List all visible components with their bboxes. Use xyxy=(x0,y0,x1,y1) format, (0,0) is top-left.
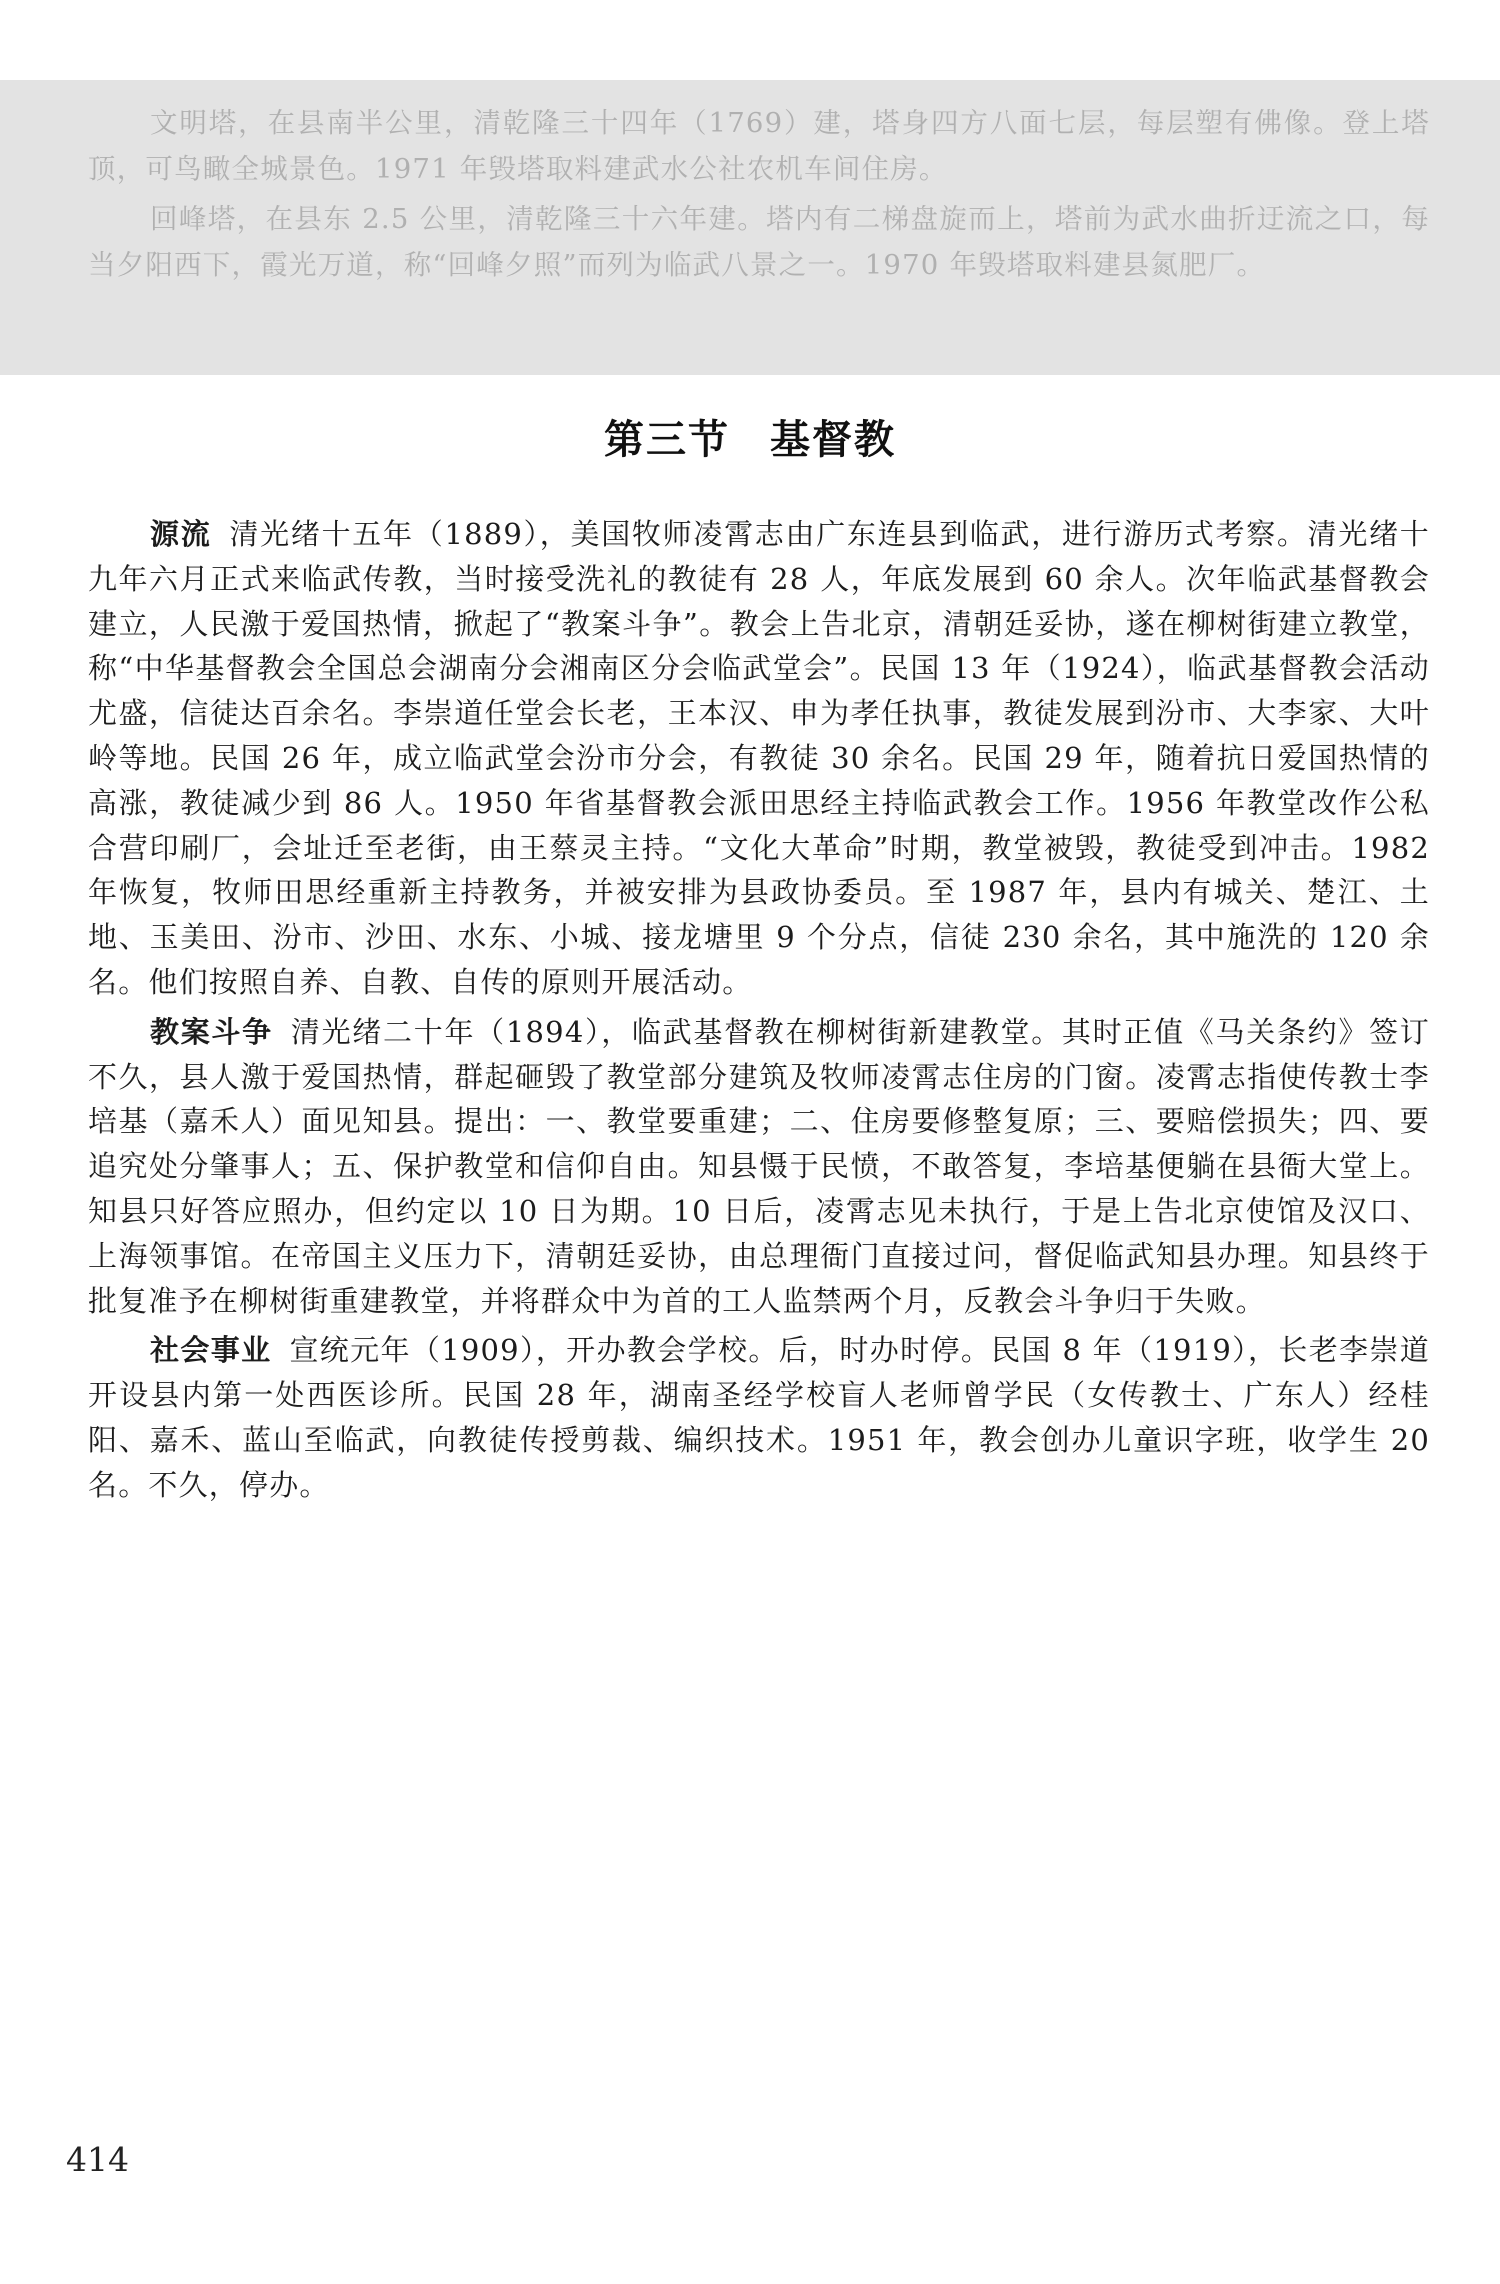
paragraph-lead-social-work: 社会事业 xyxy=(150,1333,272,1368)
paragraph-lead-origins: 源流 xyxy=(150,517,212,551)
section-heading xyxy=(0,408,1500,465)
page-number: 414 xyxy=(66,2140,129,2179)
faded-continuation-block xyxy=(0,80,1500,375)
paragraph-text-origins: 清光绪十五年（1889），美国牧师凌霄志由广东连县到临武，进行游历式考察。清光绪十九年六月正式来临武传教，当时接受洗礼的教徒有 28 人，年底发展到 60 余人。次年临武基督教会建立，人民激于爱国热情，掀起了“教案斗争”。教会上告北京，清朝廷妥协，遂在柳树街建立教堂，称“中华基督教会全国总会湖南分会湘南区分会临武堂会”。民国 13 年（1924），临武基督教会活动尤盛，信徒达百余名。李崇道任堂会长老，王本汉、申为孝任执事，教徒发展到汾市、大李家、大叶岭等地。民国 26 年，成立临武堂会汾市分会，有教徒 30 余名。民国 29 年，随着抗日爱国热情的高涨，教徒减少到 86 人。1950 年省基督教会派田思经主持临武教会工作。1956 年教堂改作公私合营印刷厂，会址迁至老街，由王蔡灵主持。“文化大革命”时期，教堂被毁，教徒受到冲击。1982 年恢复，牧师田思经重新主持教务，并被安排为县政协委员。至 1987 年，县内有城关、楚江、土地、玉美田、汾市、沙田、水东、小城、接龙塘里 9 个分点，信徒 230 余名，其中施洗的 120 余名。他们按照自养、自教、自传的原则开展活动。 xyxy=(88,517,1430,999)
paragraph-text-social-work: 宣统元年（1909），开办教会学校。后，时办时停。民国 8 年（1919），长老李崇道开设县内第一处西医诊所。民国 28 年，湖南圣经学校盲人老师曾学民（女传教士、广东人）经桂阳、嘉禾、蓝山至临武，向教徒传授剪裁、编织技术。1951 年，教会创办儿童识字班，收学生 20 名。不久，停办。 xyxy=(88,1333,1430,1502)
paragraph-text-missionary-case: 清光绪二十年（1894），临武基督教在柳树街新建教堂。其时正值《马关条约》签订不久，县人激于爱国热情，群起砸毁了教堂部分建筑及牧师凌霄志住房的门窗。凌霄志指使传教士李培基（嘉禾人）面见知县。提出：一、教堂要重建；二、住房要修整复原；三、要赔偿损失；四、要追究处分肇事人；五、保护教堂和信仰自由。知县慑于民愤，不敢答复，李培基便躺在县衙大堂上。知县只好答应照办，但约定以 10 日为期。10 日后，凌霄志见未执行，于是上告北京使馆及汉口、上海领事馆。在帝国主义压力下，清朝廷妥协，由总理衙门直接过问，督促临武知县办理。知县终于批复准予在柳树街重建教堂，并将群众中为首的工人监禁两个月，反教会斗争归于失败。 xyxy=(88,1014,1430,1318)
paragraph-missionary-case xyxy=(88,1010,1430,1324)
section-title: 基督教 xyxy=(770,416,896,463)
section-body xyxy=(88,512,1430,1513)
paragraph-lead-missionary-case: 教案斗争 xyxy=(150,1014,273,1049)
faded-paragraph-wenming-tower: 文明塔，在县南半公里，清乾隆三十四年（1769）建，塔身四方八面七层，每层塑有佛像。登上塔顶，可鸟瞰全城景色。1971 年毁塔取料建武水公社农机车间住房。 xyxy=(88,107,1430,185)
section-number: 第三节 xyxy=(604,416,730,463)
paragraph-origins xyxy=(88,512,1430,1005)
faded-paragraph-huifeng-tower: 回峰塔，在县东 2.5 公里，清乾隆三十六年建。塔内有二梯盘旋而上，塔前为武水曲折迂流之口，每当夕阳西下，霞光万道，称“回峰夕照”而列为临武八景之一。1970 年毁塔取料建县氮肥厂。 xyxy=(88,203,1430,281)
paragraph-social-work xyxy=(88,1328,1430,1507)
